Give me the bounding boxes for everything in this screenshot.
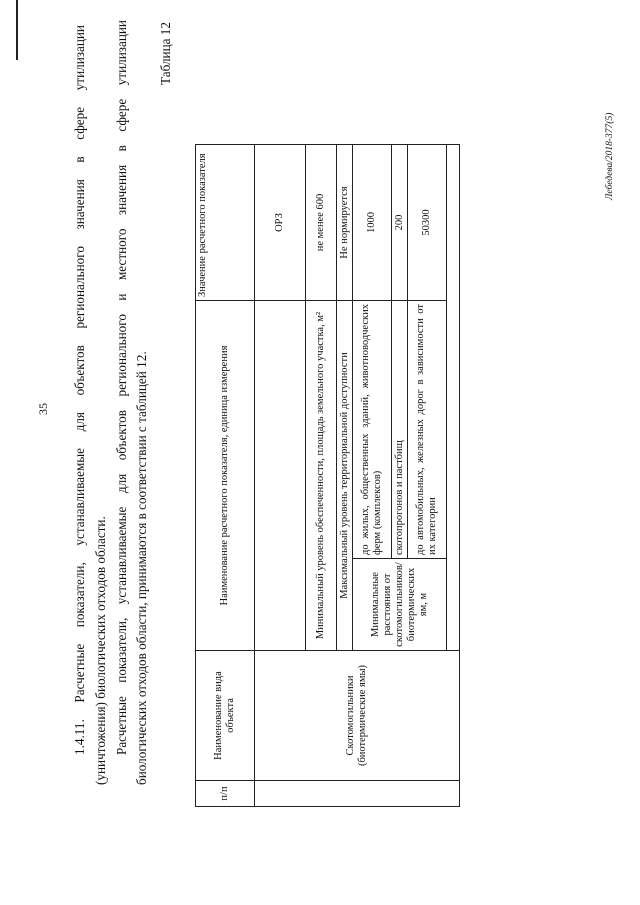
- max-level-value: Не нормируется: [337, 145, 353, 301]
- indicators-table: [195, 144, 460, 807]
- page-number: 35: [36, 403, 50, 415]
- table-bottom-spacer: [447, 145, 460, 651]
- header-value: Значение расчетного показателя: [196, 145, 255, 301]
- document-code: Лебедева/2018-377(5): [605, 112, 615, 200]
- distance-label: до автомобильных, железных дорог в зависимости от их категории: [408, 301, 447, 559]
- paragraph-line1: Расчетные показатели, устанавливаемые для объектов регионального и местного значения в сфере утилизации: [114, 20, 129, 755]
- table-label: Таблица 12: [158, 22, 173, 85]
- ops-value: ОРЗ: [255, 145, 306, 301]
- distance-label: до жилых, общественных зданий, животноводческих ферм (комплексов): [353, 301, 392, 559]
- section-heading-line1: 1.4.11. Расчетные показатели, устанавливаемые для объектов регионального значения в сфере утилизации: [72, 25, 87, 755]
- paragraph-line2: биологических отходов области, принимаются в соответствии с таблицей 12.: [134, 351, 149, 785]
- header-object: Наименование вида объекта: [196, 651, 255, 781]
- table-header-row: [196, 145, 255, 807]
- min-distance-label: Минимальные расстояния от скотомогильников/биотермических ям, м: [353, 559, 447, 651]
- distance-label: скотопрогонов и пастбищ: [392, 301, 408, 559]
- header-num: п/п: [196, 781, 255, 807]
- header-indicator: Наименование расчетного показателя, единица измерения: [196, 301, 255, 651]
- distance-value: 1000: [353, 145, 392, 301]
- section-heading-line2: (уничтожения) биологических отходов области.: [93, 516, 108, 785]
- distance-value: 200: [392, 145, 408, 301]
- ops-indicator-cell: [255, 301, 306, 651]
- min-level-label: Минимальный уровень обеспеченности, площадь земельного участка, м²: [306, 301, 337, 651]
- min-level-value: не менее 600: [306, 145, 337, 301]
- distance-value: 50300: [408, 145, 447, 301]
- table-row: [255, 145, 306, 807]
- max-level-label: Максимальный уровень территориальной доступности: [337, 301, 353, 651]
- object-cell: Скотомогильники (биотермические ямы): [255, 651, 460, 781]
- num-cell: [255, 781, 460, 807]
